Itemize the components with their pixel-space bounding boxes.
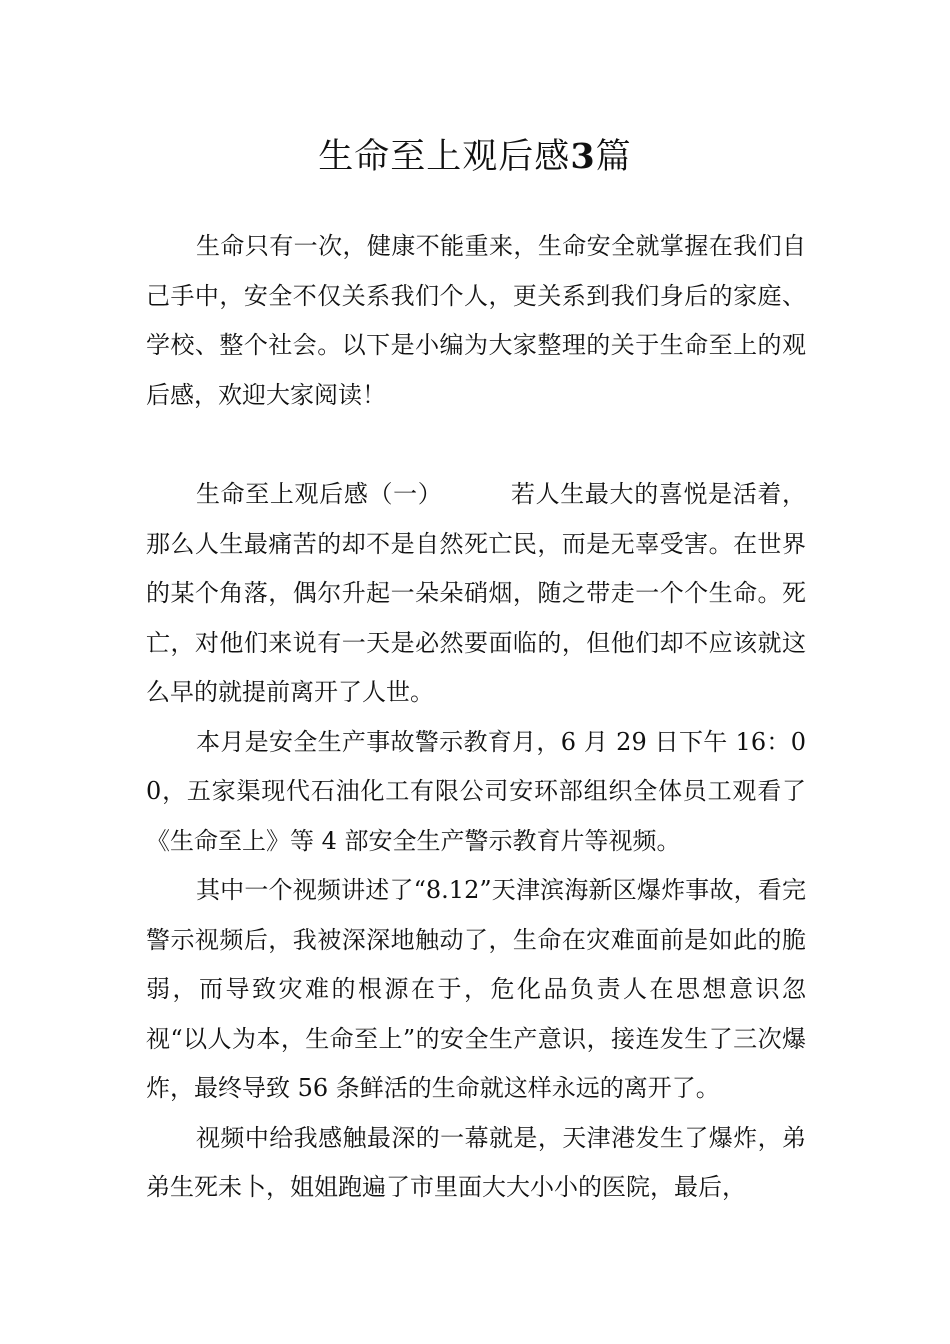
paragraph-2: 本月是安全生产事故警示教育月，6 月 29 日下午 16：00，五家渠现代石油化工有限公司安环部组织全体员工观看了《生命至上》等 4 部安全生产警示教育片等视频。 bbox=[146, 727, 806, 855]
intro-paragraph: 生命只有一次，健康不能重来，生命安全就掌握在我们自己手中，安全不仅关系我们个人，更关系到我们身后的家庭、学校、整个社会。以下是小编为大家整理的关于生命至上的观后感，欢迎大家阅读！ bbox=[146, 232, 806, 409]
section-heading: 生命至上观后感（一） bbox=[196, 480, 443, 508]
document-title bbox=[0, 132, 950, 182]
title-suffix: 篇 bbox=[595, 137, 632, 177]
section-first-paragraph bbox=[146, 470, 806, 718]
title-text: 生命至上观后感 bbox=[318, 137, 571, 177]
paragraph-1: 若人生最大的喜悦是活着，那么人生最痛苦的却不是自然死亡民，而是无辜受害。在世界的某个角落，偶尔升起一朵朵硝烟，随之带走一个个生命。死亡，对他们来说有一天是必然要面临的，但他们却不应该就这么早的就提前离开了人世。 bbox=[146, 480, 807, 706]
paragraph-3: 其中一个视频讲述了“8.12”天津滨海新区爆炸事故，看完警示视频后，我被深深地触动了，生命在灾难面前是如此的脆弱，而导致灾难的根源在于，危化品负责人在思想意识忽视“以人为本，生命至上”的安全生产意识，接连发生了三次爆炸，最终导致 56 条鲜活的生命就这样永远的离开了。 bbox=[146, 876, 806, 1102]
intro-block bbox=[146, 222, 806, 420]
title-number: 3 bbox=[570, 136, 596, 177]
section-one bbox=[146, 470, 806, 1213]
paragraph-4: 视频中给我感触最深的一幕就是，天津港发生了爆炸，弟弟生死未卜，姐姐跑遍了市里面大大小小的医院，最后， bbox=[146, 1123, 806, 1201]
